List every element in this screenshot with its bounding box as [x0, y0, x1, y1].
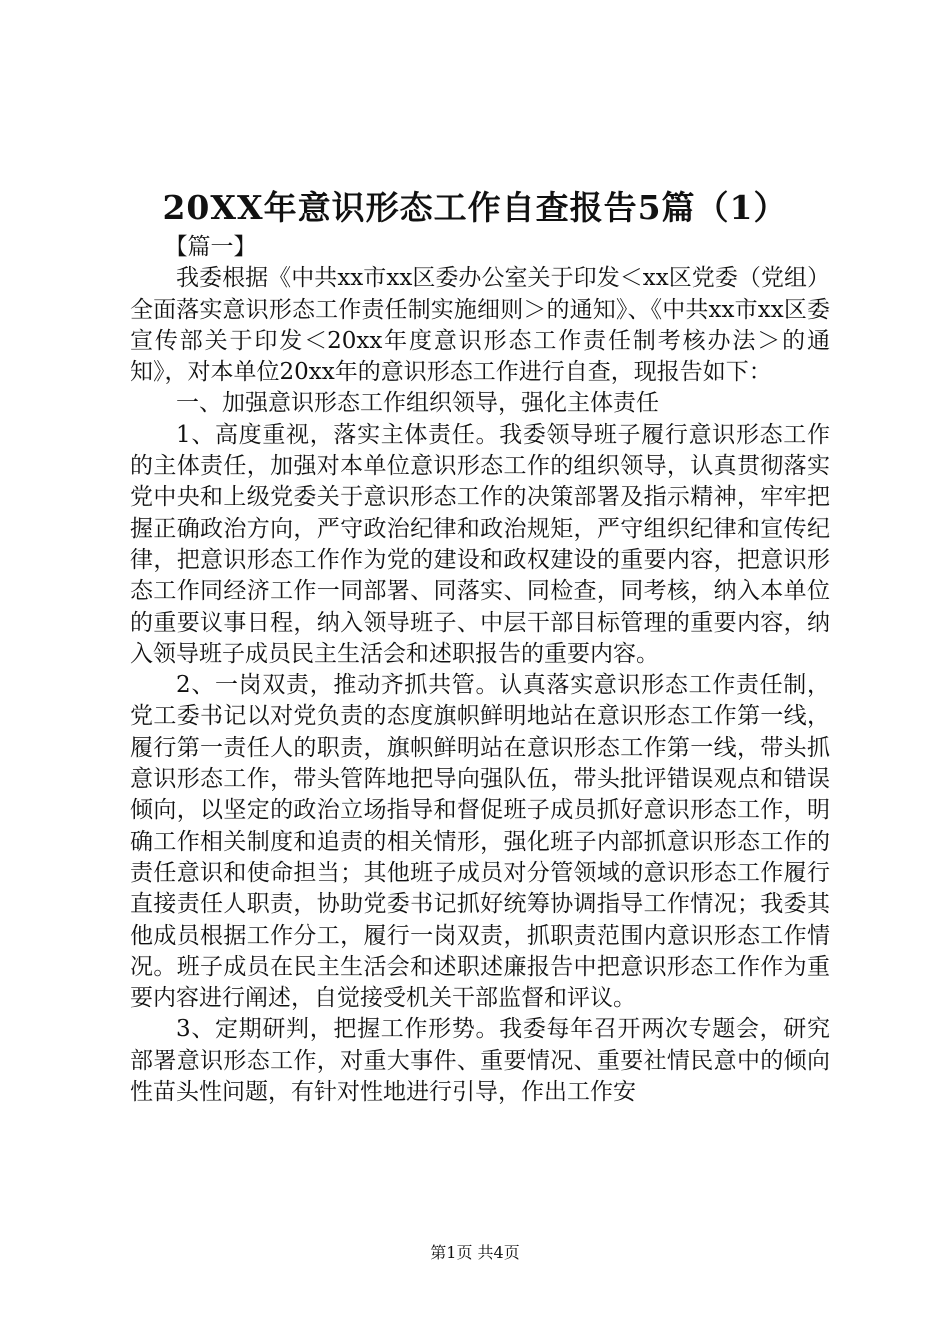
page-footer: 第1页 共4页 — [430, 1243, 520, 1262]
intro-paragraph: 我委根据《中共xx市xx区委办公室关于印发＜xx区党委（党组）全面落实意识形态工作责任制实施细则＞的通知》、《中共xx市xx区委宣传部关于印发＜20xx年度意识形态工作责任制考核办法＞的通知》，对本单位20xx年的意识形态工作进行自查，现报告如下： — [130, 265, 830, 386]
section-label: 【篇一】 — [164, 234, 257, 260]
document-title: 20XX年意识形态工作自查报告5篇（1） — [162, 188, 788, 227]
paragraph-item-1: 1、高度重视，落实主体责任。我委领导班子履行意识形态工作的主体责任，加强对本单位意识形态工作的组织领导，认真贯彻落实党中央和上级党委关于意识形态工作的决策部署及指示精神，牢牢把握正确政治方向，严守政治纪律和政治规矩，严守组织纪律和宣传纪律，把意识形态工作作为党的建设和政权建设的重要内容，把意识形态工作同经济工作一同部署、同落实、同检查，同考核，纳入本单位的重要议事日程，纳入领导班子、中层干部目标管理的重要内容，纳入领导班子成员民主生活会和述职报告的重要内容。 — [130, 421, 830, 667]
heading-one: 一、加强意识形态工作组织领导，强化主体责任 — [176, 390, 659, 417]
document-body — [130, 232, 830, 1108]
paragraph-item-3: 3、定期研判，把握工作形势。我委每年召开两次专题会，研究部署意识形态工作，对重大事件、重要情况、重要社情民意中的倾向性苗头性问题，有针对性地进行引导，作出工作安 — [130, 1016, 830, 1106]
paragraph-item-2: 2、一岗双责，推动齐抓共管。认真落实意识形态工作责任制，党工委书记以对党负责的态度旗帜鲜明地站在意识形态工作第一线，履行第一责任人的职责，旗帜鲜明站在意识形态工作第一线，带头抓意识形态工作，带头管阵地把导向强队伍，带头批评错误观点和错误倾向，以坚定的政治立场指导和督促班子成员抓好意识形态工作，明确工作相关制度和追责的相关情形，强化班子内部抓意识形态工作的责任意识和使命担当；其他班子成员对分管领域的意识形态工作履行直接责任人职责，协助党委书记抓好统筹协调指导工作情况；我委其他成员根据工作分工，履行一岗双责，抓职责范围内意识形态工作情况。班子成员在民主生活会和述职述廉报告中把意识形态工作作为重要内容进行阐述，自觉接受机关干部监督和评议。 — [130, 672, 830, 1012]
